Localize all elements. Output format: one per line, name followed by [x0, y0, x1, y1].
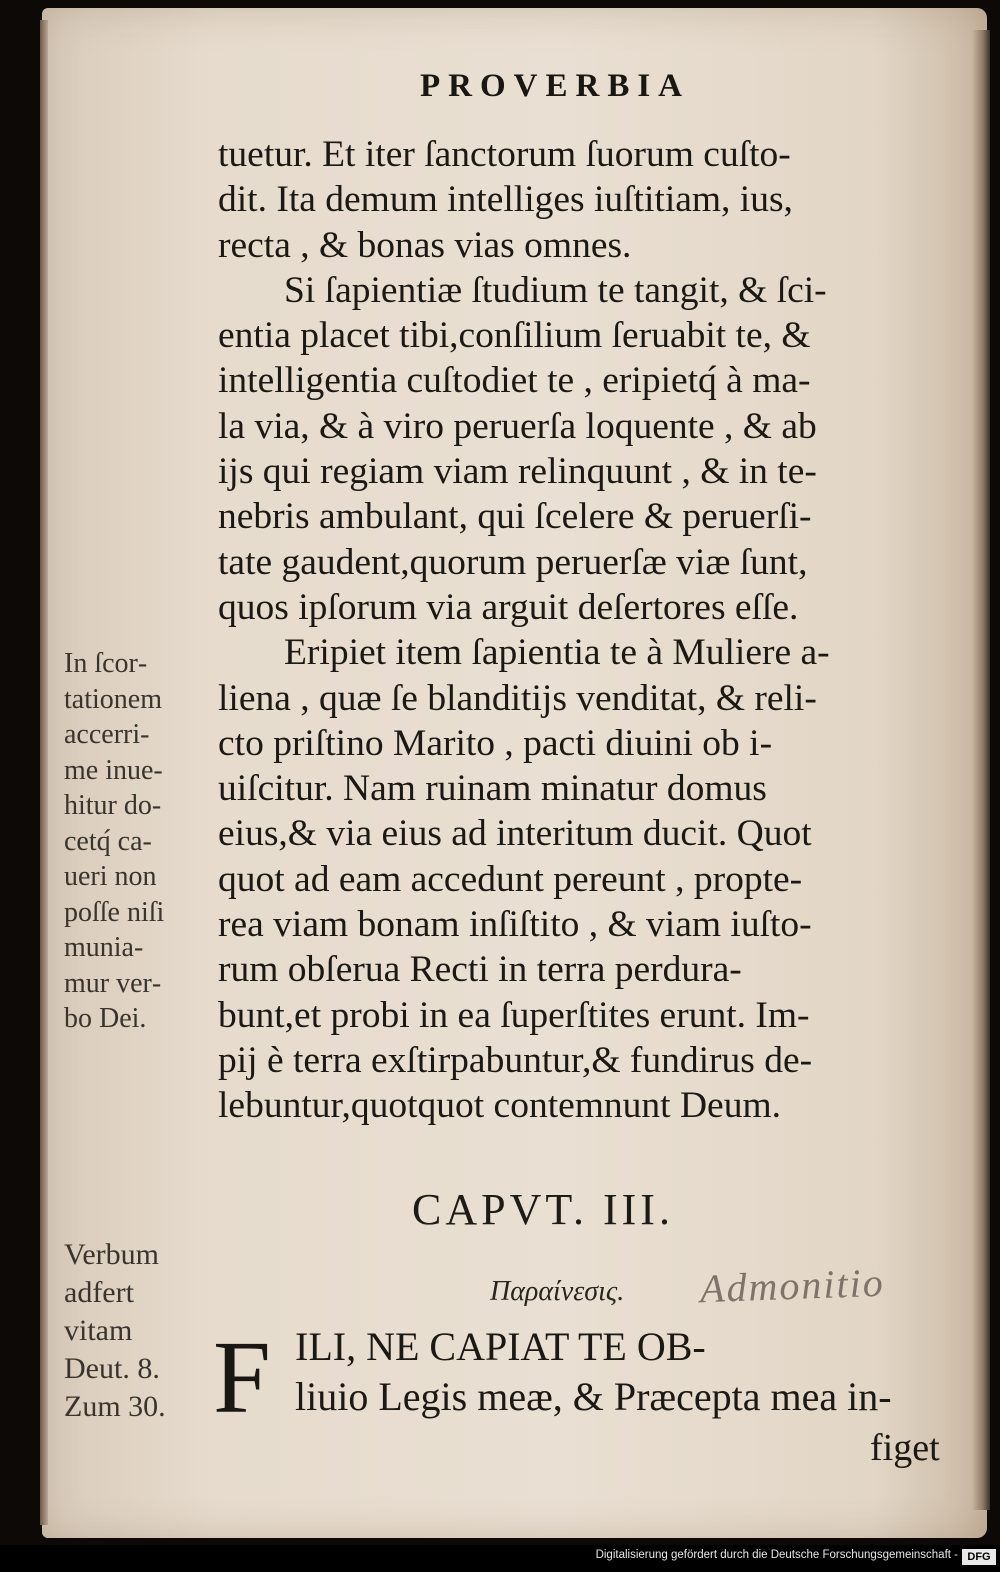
- digitization-credit: Digitalisierung gefördert durch die Deutsche Forschungsgemeinschaft -: [595, 1549, 958, 1561]
- chapter-text-block: [295, 1322, 965, 1422]
- text-line: uiſcitur. Nam ruinam minatur domus: [218, 768, 767, 810]
- margin-note-verbum: [64, 1236, 214, 1426]
- page-gutter-edge: [40, 20, 48, 1525]
- text-line: cto priſtino Marito , pacti diuini ob i‑: [218, 722, 773, 764]
- dfg-logo: DFG: [962, 1549, 996, 1565]
- handwritten-annotation: Admonitio: [699, 1259, 886, 1312]
- text-line: bunt,et probi in ea ſuperſtites erunt. Im‑: [218, 994, 810, 1036]
- margin-note-line: poſſe niſi: [64, 896, 165, 928]
- margin-note-line: accerri‑: [64, 719, 150, 750]
- text-line: la via, & à viro peruerſa loquente , & ab: [218, 405, 817, 447]
- text-line: ijs qui regiam viam relinquunt , & in te‑: [218, 451, 817, 493]
- chapter-heading: CAPVT. III.: [412, 1185, 674, 1234]
- text-line: eius,& via eius ad interitum ducit. Quot: [218, 813, 812, 855]
- chapter-text-line: ILI, NE CAPIAT TE OB‑: [295, 1324, 706, 1369]
- margin-note-line: vitam: [64, 1314, 133, 1347]
- text-line: lebuntur,quotquot contemnunt Deum.: [218, 1085, 781, 1127]
- margin-note-line: In ſcor‑: [64, 648, 148, 679]
- margin-note-line: munia‑: [64, 932, 144, 963]
- margin-note-line: hitur do‑: [64, 790, 162, 821]
- text-line: Eripiet item ſapientia te à Muliere a‑: [284, 632, 830, 674]
- running-head: PROVERBIA: [420, 68, 691, 104]
- margin-note-scortatio: [64, 646, 214, 1037]
- text-line: rum obſerua Recti in terra perdura‑: [218, 949, 742, 991]
- margin-note-line: me inue‑: [64, 754, 163, 786]
- margin-note-line: Zum 30.: [64, 1390, 166, 1423]
- chapter-text-line: liuio Legis meæ, & Præcepta mea in‑: [295, 1374, 892, 1419]
- text-line: rea viam bonam inſiſtito , & viam iuſto‑: [218, 904, 812, 946]
- text-line: recta , & bonas vias omnes.: [218, 224, 632, 266]
- margin-note-line: adfert: [64, 1276, 134, 1309]
- greek-annotation: Παραίνεσις.: [490, 1276, 625, 1307]
- text-line: liena , quæ ſe blanditijs venditat, & reli‑: [218, 677, 817, 719]
- margin-note-line: cetq́ ca‑: [64, 825, 152, 857]
- text-line: pij è terra exſtirpabuntur,& fundirus de‑: [218, 1039, 813, 1081]
- text-line: tate gaudent,quorum peruerſæ viæ ſunt,: [218, 541, 808, 583]
- page-fore-edge: [972, 30, 990, 1510]
- text-line: intelligentia cuſtodiet te , eripietq́ à ma‑: [218, 360, 811, 402]
- catchword: figet: [870, 1427, 940, 1469]
- main-text-block: [218, 132, 958, 1129]
- margin-note-line: bo Dei.: [64, 1003, 147, 1034]
- text-line: tuetur. Et iter ſanctorum ſuorum cuſto‑: [218, 134, 791, 175]
- margin-note-line: Verbum: [64, 1238, 159, 1271]
- margin-note-line: mur ver‑: [64, 967, 162, 999]
- margin-note-line: Deut. 8.: [64, 1352, 160, 1385]
- margin-note-line: ueri non: [64, 861, 157, 892]
- text-line: nebris ambulant, qui ſcelere & peruerſi‑: [218, 496, 812, 538]
- drop-initial: F: [213, 1320, 271, 1435]
- text-line: Si ſapientiæ ſtudium te tangit, & ſci‑: [284, 269, 827, 311]
- text-line: entia placet tibi,conſilium ſeruabit te, &: [218, 315, 811, 357]
- text-line: quos ipſorum via arguit deſertores eſſe.: [218, 586, 799, 628]
- text-line: dit. Ita demum intelliges iuſtitiam, ius,: [218, 179, 793, 221]
- margin-note-line: tationem: [64, 683, 162, 715]
- text-line: quot ad eam accedunt pereunt , propte‑: [218, 858, 803, 900]
